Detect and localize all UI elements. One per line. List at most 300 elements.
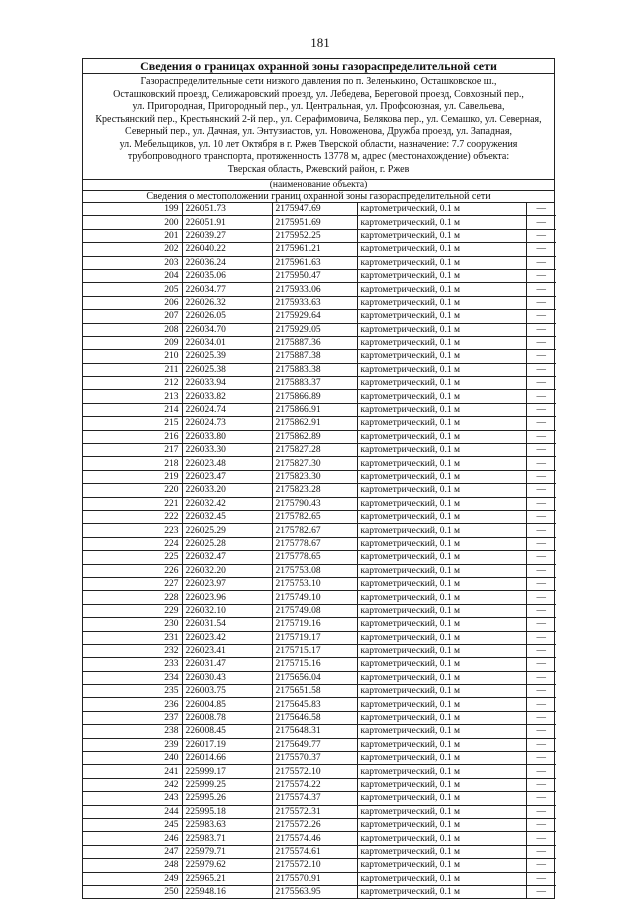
point-number: 229	[83, 604, 182, 617]
point-number: 227	[83, 577, 182, 590]
point-number: 248	[83, 859, 182, 872]
accuracy-dash: —	[526, 551, 556, 564]
measurement-method: картометрический, 0.1 м	[357, 430, 526, 443]
accuracy-dash: —	[526, 738, 556, 751]
coordinate-y: 2175656.04	[272, 671, 357, 684]
point-number: 241	[83, 765, 182, 778]
point-number: 228	[83, 591, 182, 604]
table-row	[83, 457, 556, 470]
coordinate-y: 2175778.67	[272, 537, 357, 550]
table-row	[83, 524, 556, 537]
accuracy-dash: —	[526, 818, 556, 831]
coordinate-y: 2175862.91	[272, 417, 357, 430]
accuracy-dash: —	[526, 805, 556, 818]
table-row	[83, 377, 556, 390]
coordinate-y: 2175887.38	[272, 350, 357, 363]
point-number: 222	[83, 510, 182, 523]
point-number: 207	[83, 310, 182, 323]
coordinate-y: 2175715.16	[272, 658, 357, 671]
coordinate-y: 2175719.16	[272, 618, 357, 631]
measurement-method: картометрический, 0.1 м	[357, 564, 526, 577]
coordinate-x: 226034.01	[182, 336, 272, 349]
table-row	[83, 604, 556, 617]
point-number: 230	[83, 618, 182, 631]
description-line: Тверская область, Ржевский район, г. Ржев	[227, 163, 410, 175]
measurement-method: картометрический, 0.1 м	[357, 818, 526, 831]
coordinate-y: 2175961.21	[272, 243, 357, 256]
coordinate-x: 226035.06	[182, 269, 272, 282]
coordinate-x: 226014.66	[182, 752, 272, 765]
coordinate-x: 226033.82	[182, 390, 272, 403]
coordinate-y: 2175883.38	[272, 363, 357, 376]
coordinate-y: 2175719.17	[272, 631, 357, 644]
measurement-method: картометрический, 0.1 м	[357, 296, 526, 309]
point-number: 223	[83, 524, 182, 537]
measurement-method: картометрический, 0.1 м	[357, 591, 526, 604]
measurement-method: картометрический, 0.1 м	[357, 444, 526, 457]
measurement-method: картометрический, 0.1 м	[357, 738, 526, 751]
measurement-method: картометрический, 0.1 м	[357, 671, 526, 684]
table-row	[83, 497, 556, 510]
accuracy-dash: —	[526, 685, 556, 698]
point-number: 219	[83, 470, 182, 483]
coordinate-y: 2175862.89	[272, 430, 357, 443]
point-number: 238	[83, 725, 182, 738]
table-row	[83, 323, 556, 336]
point-number: 225	[83, 551, 182, 564]
measurement-method: картометрический, 0.1 м	[357, 203, 526, 216]
point-number: 246	[83, 832, 182, 845]
measurement-method: картометрический, 0.1 м	[357, 551, 526, 564]
accuracy-dash: —	[526, 350, 556, 363]
coordinate-x: 226025.38	[182, 363, 272, 376]
measurement-method: картометрический, 0.1 м	[357, 229, 526, 242]
coordinate-y: 2175961.63	[272, 256, 357, 269]
measurement-method: картометрический, 0.1 м	[357, 805, 526, 818]
point-number: 232	[83, 644, 182, 657]
coordinate-y: 2175952.25	[272, 229, 357, 242]
page-number: 181	[310, 35, 330, 50]
table-row	[83, 350, 556, 363]
table-row	[83, 256, 556, 269]
measurement-method: картометрический, 0.1 м	[357, 644, 526, 657]
accuracy-dash: —	[526, 377, 556, 390]
measurement-method: картометрический, 0.1 м	[357, 497, 526, 510]
measurement-method: картометрический, 0.1 м	[357, 323, 526, 336]
accuracy-dash: —	[526, 296, 556, 309]
accuracy-dash: —	[526, 618, 556, 631]
measurement-method: картометрический, 0.1 м	[357, 510, 526, 523]
accuracy-dash: —	[526, 658, 556, 671]
measurement-method: картометрический, 0.1 м	[357, 537, 526, 550]
measurement-method: картометрический, 0.1 м	[357, 216, 526, 229]
accuracy-dash: —	[526, 497, 556, 510]
coordinate-y: 2175933.63	[272, 296, 357, 309]
point-number: 231	[83, 631, 182, 644]
table-row	[83, 872, 556, 885]
point-number: 233	[83, 658, 182, 671]
coordinate-x: 225983.63	[182, 818, 272, 831]
description-line: ул. Мебельщиков, ул. 10 лет Октября в г. Ржев Тверской области, назначение: 7.7 сооружения	[119, 138, 518, 150]
measurement-method: картометрический, 0.1 м	[357, 765, 526, 778]
measurement-method: картометрический, 0.1 м	[357, 859, 526, 872]
table-row	[83, 403, 556, 416]
table-row	[83, 671, 556, 684]
coordinate-x: 225979.62	[182, 859, 272, 872]
point-number: 202	[83, 243, 182, 256]
coordinate-y: 2175947.69	[272, 203, 357, 216]
measurement-method: картометрический, 0.1 м	[357, 524, 526, 537]
accuracy-dash: —	[526, 457, 556, 470]
measurement-method: картометрический, 0.1 м	[357, 377, 526, 390]
point-number: 250	[83, 885, 182, 898]
measurement-method: картометрический, 0.1 м	[357, 725, 526, 738]
coordinate-x: 226026.32	[182, 296, 272, 309]
measurement-method: картометрический, 0.1 м	[357, 457, 526, 470]
coordinate-x: 226032.47	[182, 551, 272, 564]
accuracy-dash: —	[526, 671, 556, 684]
coordinate-x: 226032.45	[182, 510, 272, 523]
table-row	[83, 470, 556, 483]
measurement-method: картометрический, 0.1 м	[357, 618, 526, 631]
coordinate-y: 2175749.08	[272, 604, 357, 617]
table-row	[83, 591, 556, 604]
coordinate-y: 2175753.10	[272, 577, 357, 590]
accuracy-dash: —	[526, 323, 556, 336]
measurement-method: картометрический, 0.1 м	[357, 363, 526, 376]
coordinate-x: 226030.43	[182, 671, 272, 684]
coordinate-x: 226025.28	[182, 537, 272, 550]
table-row	[83, 711, 556, 724]
table-row	[83, 444, 556, 457]
coordinate-x: 226034.70	[182, 323, 272, 336]
accuracy-dash: —	[526, 698, 556, 711]
measurement-method: картометрический, 0.1 м	[357, 752, 526, 765]
point-number: 205	[83, 283, 182, 296]
coordinate-y: 2175574.22	[272, 778, 357, 791]
coordinate-x: 226004.85	[182, 698, 272, 711]
accuracy-dash: —	[526, 577, 556, 590]
boundary-document	[82, 58, 555, 899]
measurement-method: картометрический, 0.1 м	[357, 269, 526, 282]
point-number: 224	[83, 537, 182, 550]
coordinate-y: 2175782.67	[272, 524, 357, 537]
point-number: 204	[83, 269, 182, 282]
table-row	[83, 310, 556, 323]
coordinate-x: 225999.25	[182, 778, 272, 791]
table-row	[83, 390, 556, 403]
coordinate-x: 226032.42	[182, 497, 272, 510]
accuracy-dash: —	[536, 887, 546, 898]
table-row	[83, 752, 556, 765]
point-number: 212	[83, 377, 182, 390]
accuracy-dash: —	[526, 310, 556, 323]
coordinate-y: 2175574.46	[272, 832, 357, 845]
point-number: 214	[83, 403, 182, 416]
accuracy-dash: —	[526, 644, 556, 657]
accuracy-dash: —	[526, 243, 556, 256]
accuracy-dash: —	[526, 203, 556, 216]
measurement-method: картометрический, 0.1 м	[357, 283, 526, 296]
table-row	[83, 832, 556, 845]
accuracy-dash: —	[526, 510, 556, 523]
coordinate-x: 226034.77	[182, 283, 272, 296]
coordinate-y: 2175572.26	[272, 818, 357, 831]
coordinate-x: 226033.80	[182, 430, 272, 443]
coordinate-y: 2175574.37	[272, 792, 357, 805]
table-row	[83, 631, 556, 644]
measurement-method: картометрический, 0.1 м	[357, 872, 526, 885]
point-number: 216	[83, 430, 182, 443]
point-number: 210	[83, 350, 182, 363]
table-row	[83, 644, 556, 657]
table-row	[83, 229, 556, 242]
coordinate-x: 226036.24	[182, 256, 272, 269]
accuracy-dash: —	[526, 336, 556, 349]
table-row	[83, 269, 556, 282]
description-line: Северный пер., ул. Дачная, ул. Энтузиастов, ул. Новоженова, Дружба проезд, ул. Западная,	[125, 126, 512, 137]
point-number: 203	[83, 256, 182, 269]
coordinate-x: 226051.91	[182, 216, 272, 229]
description-line: Крестьянский пер., Крестьянский 2-й пер., ул. Серафимовича, Белякова пер., ул. Семашко, ул. Северная,	[95, 113, 542, 125]
accuracy-dash: —	[526, 524, 556, 537]
measurement-method: картометрический, 0.1 м	[357, 350, 526, 363]
measurement-method: картометрический, 0.1 м	[357, 792, 526, 805]
accuracy-dash: —	[526, 872, 556, 885]
accuracy-dash: —	[526, 537, 556, 550]
point-number: 208	[83, 323, 182, 336]
measurement-method: картометрический, 0.1 м	[357, 470, 526, 483]
measurement-method: картометрический, 0.1 м	[357, 832, 526, 845]
table-row	[83, 685, 556, 698]
coordinate-y: 2175951.69	[272, 216, 357, 229]
coordinate-x: 226023.96	[182, 591, 272, 604]
coordinate-x: 225979.71	[182, 845, 272, 858]
accuracy-dash: —	[526, 390, 556, 403]
coordinate-x: 226033.20	[182, 484, 272, 497]
measurement-method: картометрический, 0.1 м	[357, 336, 526, 349]
table-row	[83, 738, 556, 751]
coordinate-y: 2175572.31	[272, 805, 357, 818]
coordinate-x: 225999.17	[182, 765, 272, 778]
measurement-method: картометрический, 0.1 м	[357, 577, 526, 590]
accuracy-dash: —	[526, 778, 556, 791]
table-row	[83, 417, 556, 430]
coordinate-y: 2175715.17	[272, 644, 357, 657]
description-line: трубопроводного транспорта, протяженность 13778 м, адрес (местонахождение) объекта:	[127, 151, 510, 162]
table-row	[83, 336, 556, 349]
coordinate-y: 2175651.58	[272, 685, 357, 698]
accuracy-dash: —	[526, 711, 556, 724]
coordinate-y: 2175778.65	[272, 551, 357, 564]
accuracy-dash: —	[526, 430, 556, 443]
accuracy-dash: —	[526, 604, 556, 617]
point-number: 220	[83, 484, 182, 497]
table-row	[83, 564, 556, 577]
table-row	[83, 510, 556, 523]
accuracy-dash: —	[526, 484, 556, 497]
measurement-method: картометрический, 0.1 м	[357, 484, 526, 497]
point-number: 249	[83, 872, 182, 885]
accuracy-dash: —	[526, 256, 556, 269]
point-number: 209	[83, 336, 182, 349]
measurement-method: картометрический, 0.1 м	[357, 698, 526, 711]
table-row	[83, 818, 556, 831]
table-row	[83, 725, 556, 738]
coordinate-x: 226040.22	[182, 243, 272, 256]
coordinate-y: 2175866.91	[272, 403, 357, 416]
coordinate-x: 225948.16	[182, 885, 272, 898]
coordinate-y: 2175645.83	[272, 698, 357, 711]
table-row	[83, 859, 556, 872]
point-number: 247	[83, 845, 182, 858]
accuracy-dash: —	[526, 845, 556, 858]
coordinate-y: 2175572.10	[272, 765, 357, 778]
coordinate-x: 226023.47	[182, 470, 272, 483]
coordinate-y: 2175823.30	[272, 470, 357, 483]
coordinate-x: 226033.30	[182, 444, 272, 457]
coordinate-x: 225995.26	[182, 792, 272, 805]
accuracy-dash: —	[526, 564, 556, 577]
table-row	[83, 778, 556, 791]
point-number: 217	[83, 444, 182, 457]
coordinate-y: 2175790.43	[272, 497, 357, 510]
accuracy-dash: —	[526, 631, 556, 644]
accuracy-dash: —	[526, 216, 556, 229]
measurement-method: картометрический, 0.1 м	[357, 778, 526, 791]
coordinate-y: 2175887.36	[272, 336, 357, 349]
accuracy-dash: —	[526, 859, 556, 872]
table-row	[83, 698, 556, 711]
coordinate-y: 2175929.05	[272, 323, 357, 336]
point-number: 221	[83, 497, 182, 510]
coordinate-y: 2175572.10	[272, 859, 357, 872]
coordinate-y: 2175570.91	[272, 872, 357, 885]
coordinate-y: 2175929.64	[272, 310, 357, 323]
coordinate-y: 2175648.31	[272, 725, 357, 738]
document-title: Сведения о границах охранной зоны газораспределительной сети	[83, 59, 554, 74]
coordinate-x: 226026.05	[182, 310, 272, 323]
table-row	[83, 484, 556, 497]
coordinate-x: 226024.73	[182, 417, 272, 430]
accuracy-dash: —	[526, 417, 556, 430]
table-row	[83, 283, 556, 296]
table-row	[83, 885, 556, 898]
coordinate-x: 226008.78	[182, 711, 272, 724]
accuracy-dash: —	[526, 765, 556, 778]
measurement-method: картометрический, 0.1 м	[357, 885, 526, 898]
coordinate-x: 226025.29	[182, 524, 272, 537]
coordinate-x: 226031.54	[182, 618, 272, 631]
coordinate-y: 2175649.77	[272, 738, 357, 751]
accuracy-dash: —	[526, 591, 556, 604]
coordinate-x: 226008.45	[182, 725, 272, 738]
coordinate-x: 226017.19	[182, 738, 272, 751]
accuracy-dash: —	[526, 229, 556, 242]
object-description	[83, 74, 554, 180]
point-number: 235	[83, 685, 182, 698]
description-line: Осташковский проезд, Селижаровский проезд, ул. Лебедева, Береговой проезд, Совхозный пер.,	[113, 88, 524, 100]
table-row	[83, 537, 556, 550]
description-line: ул. Пригородная, Пригородный пер., ул. Центральная, ул. Профсоюзная, ул. Савельева,	[132, 101, 505, 112]
table-row	[83, 618, 556, 631]
coordinate-y: 2175749.10	[272, 591, 357, 604]
point-number: 199	[83, 203, 182, 216]
table-row	[83, 551, 556, 564]
table-row	[83, 845, 556, 858]
coordinate-x: 226025.39	[182, 350, 272, 363]
coordinate-x: 226023.97	[182, 577, 272, 590]
point-number: 218	[83, 457, 182, 470]
coordinate-x: 225983.71	[182, 832, 272, 845]
measurement-method: картометрический, 0.1 м	[357, 845, 526, 858]
measurement-method: картометрический, 0.1 м	[357, 243, 526, 256]
section-title: Сведения о местоположении границ охранной зоны газораспределительной сети	[83, 191, 554, 203]
accuracy-dash: —	[526, 403, 556, 416]
coordinate-y: 2175570.37	[272, 752, 357, 765]
table-row	[83, 296, 556, 309]
coordinate-x: 226023.48	[182, 457, 272, 470]
accuracy-dash: —	[526, 269, 556, 282]
coordinates-table	[83, 203, 556, 898]
coordinate-x: 225965.21	[182, 872, 272, 885]
accuracy-dash: —	[526, 363, 556, 376]
table-row	[83, 577, 556, 590]
table-row	[83, 216, 556, 229]
coordinate-x: 226023.41	[182, 644, 272, 657]
measurement-method: картометрический, 0.1 м	[357, 390, 526, 403]
accuracy-dash: —	[526, 283, 556, 296]
coordinate-x: 226032.10	[182, 604, 272, 617]
coordinate-y: 2175574.61	[272, 845, 357, 858]
coordinate-y: 2175563.95	[272, 885, 357, 898]
measurement-method: картометрический, 0.1 м	[357, 256, 526, 269]
description-line: Газораспределительные сети низкого давления по п. Зеленькино, Осташковское ш.,	[140, 76, 497, 87]
coordinate-x: 226032.20	[182, 564, 272, 577]
coordinate-x: 225995.18	[182, 805, 272, 818]
table-row	[83, 792, 556, 805]
coordinate-y: 2175823.28	[272, 484, 357, 497]
coordinate-y: 2175866.89	[272, 390, 357, 403]
point-number: 242	[83, 778, 182, 791]
point-number: 244	[83, 805, 182, 818]
coordinate-y: 2175933.06	[272, 283, 357, 296]
table-row	[83, 430, 556, 443]
coordinate-y: 2175883.37	[272, 377, 357, 390]
table-row	[83, 243, 556, 256]
table-row	[83, 363, 556, 376]
coordinate-y: 2175753.08	[272, 564, 357, 577]
point-number: 226	[83, 564, 182, 577]
accuracy-dash: —	[526, 725, 556, 738]
measurement-method: картометрический, 0.1 м	[357, 417, 526, 430]
point-number: 245	[83, 818, 182, 831]
point-number: 234	[83, 671, 182, 684]
coordinate-x: 226031.47	[182, 658, 272, 671]
accuracy-dash: —	[526, 752, 556, 765]
measurement-method: картометрический, 0.1 м	[357, 685, 526, 698]
table-row	[83, 203, 556, 216]
point-number: 236	[83, 698, 182, 711]
accuracy-dash: —	[526, 792, 556, 805]
coordinate-y: 2175827.30	[272, 457, 357, 470]
coordinate-x: 226023.42	[182, 631, 272, 644]
measurement-method: картометрический, 0.1 м	[357, 711, 526, 724]
table-row	[83, 805, 556, 818]
point-number: 243	[83, 792, 182, 805]
measurement-method: картометрический, 0.1 м	[357, 631, 526, 644]
point-number: 237	[83, 711, 182, 724]
